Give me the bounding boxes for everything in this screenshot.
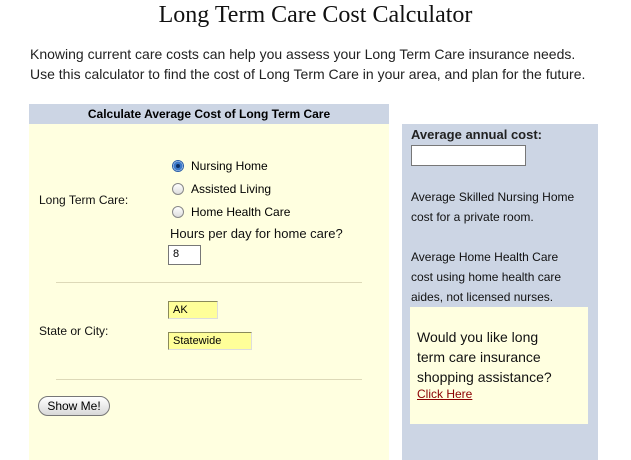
insurance-offer-text — [417, 327, 587, 401]
home-care-note-1: Average Home Health Care — [411, 250, 559, 264]
location-label: State or City: — [39, 324, 109, 338]
radio-button-selected[interactable] — [172, 160, 184, 172]
radio-option-nursing-home[interactable] — [172, 158, 268, 174]
state-input[interactable]: AK — [168, 301, 218, 319]
intro-line-2: Use this calculator to find the cost of Long Term Care in your area, and plan for the future. — [30, 66, 586, 82]
radio-label: Home Health Care — [191, 205, 291, 219]
hours-label: Hours per day for home care? — [170, 226, 343, 241]
radio-label: Nursing Home — [191, 159, 268, 173]
average-cost-output[interactable] — [411, 145, 526, 166]
offer-line-2: term care insurance — [417, 349, 541, 365]
radio-option-home-health-care[interactable] — [172, 204, 290, 220]
hours-input[interactable]: 8 — [168, 245, 201, 265]
offer-line-3: shopping assistance? — [417, 369, 552, 385]
average-cost-label: Average annual cost: — [411, 127, 543, 142]
home-care-note-2: cost using home health care — [411, 270, 562, 284]
intro-line-1: Knowing current care costs can help you assess your Long Term Care insurance needs. — [30, 46, 576, 62]
city-input[interactable]: Statewide — [168, 332, 252, 350]
calculator-header: Calculate Average Cost of Long Term Care — [29, 104, 389, 124]
nursing-cost-note-2: cost for a private room. — [411, 210, 534, 224]
radio-label: Assisted Living — [191, 182, 272, 196]
offer-line-1: Would you like long — [417, 329, 539, 345]
home-care-note-3: aides, not licensed nurses. — [411, 290, 554, 304]
divider — [56, 282, 362, 283]
radio-button[interactable] — [172, 183, 184, 195]
show-me-button[interactable]: Show Me! — [38, 396, 110, 416]
care-type-label: Long Term Care: — [39, 193, 129, 207]
click-here-link[interactable]: Click Here — [417, 387, 473, 401]
page-title: Long Term Care Cost Calculator — [158, 2, 473, 28]
divider — [56, 379, 362, 380]
nursing-cost-note-1: Average Skilled Nursing Home — [411, 190, 575, 204]
radio-button[interactable] — [172, 206, 184, 218]
radio-option-assisted-living[interactable] — [172, 181, 271, 197]
